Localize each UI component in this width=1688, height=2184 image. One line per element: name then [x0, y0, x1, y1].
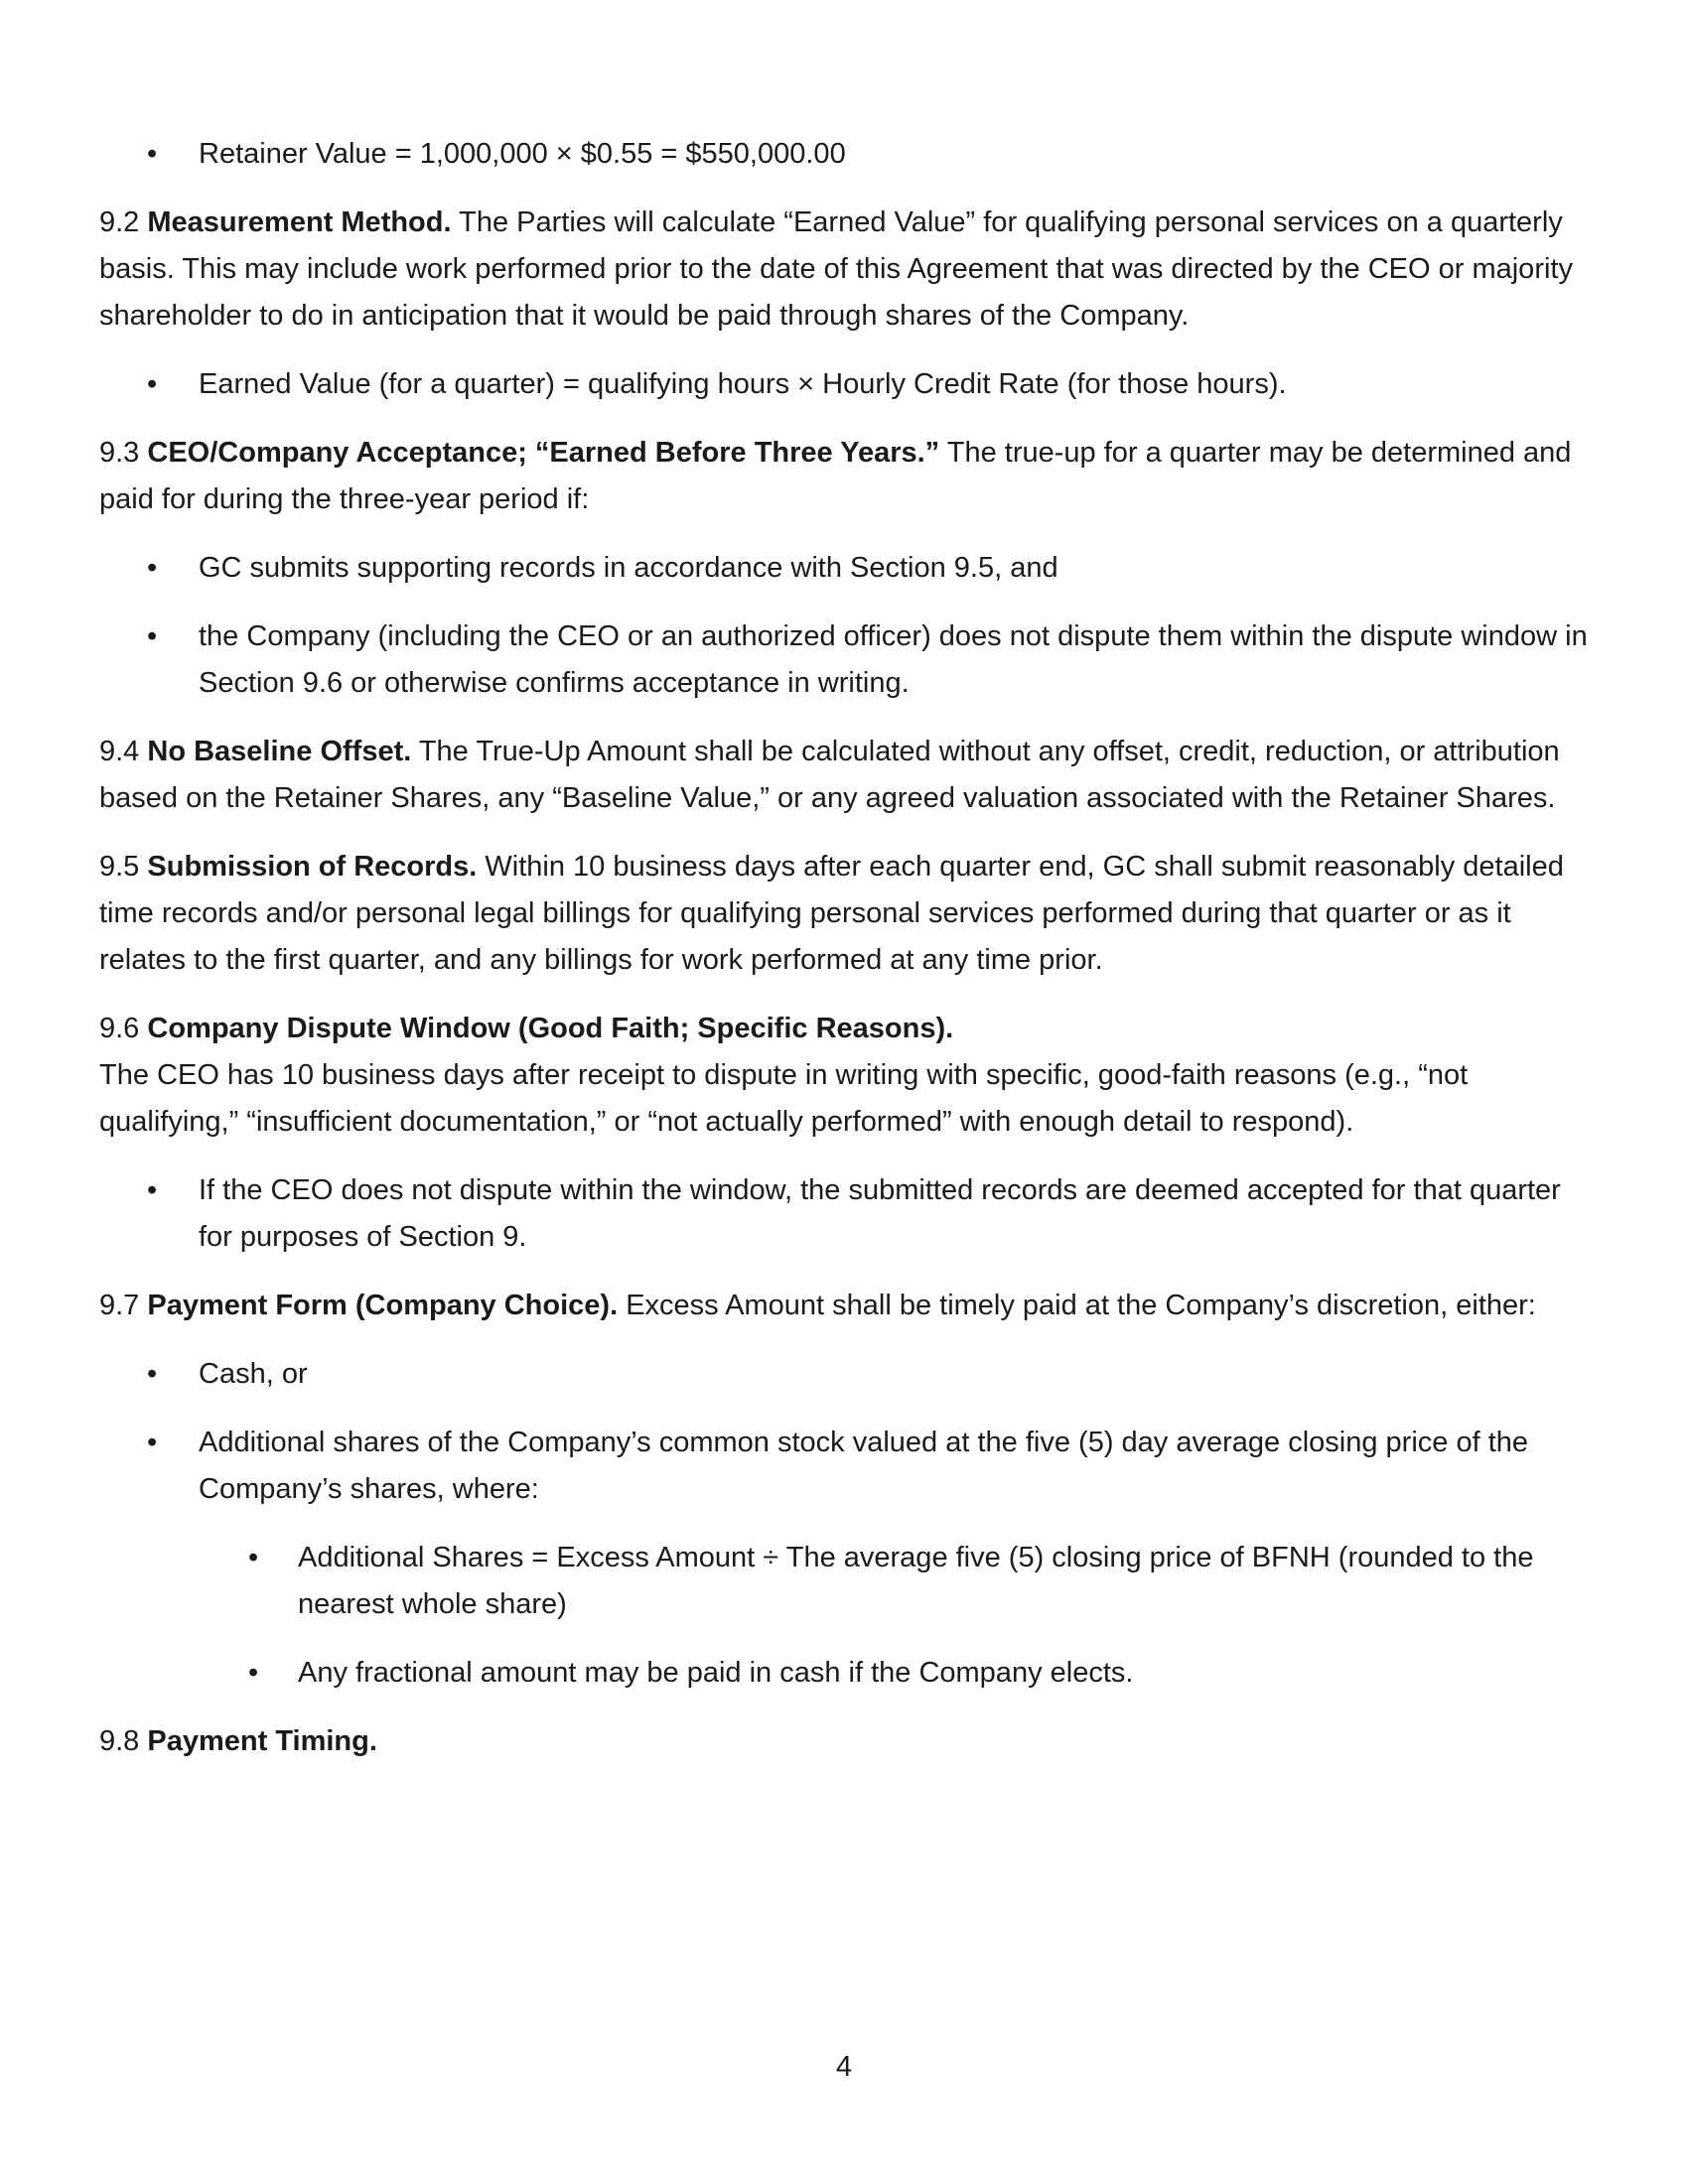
bullet-additional-shares: • Additional shares of the Company’s common stock valued at the five (5) day average closing price of the Company’s shares, where:	[99, 1420, 1589, 1513]
document-page	[99, 131, 1589, 1787]
section-body: Within 10 business days after each quarter end, GC shall submit reasonably detailed time records and/or personal legal billings for qualifying personal services performed during that quarter or as it relates to the first quarter, and any billings for work performed at any time prior.	[99, 851, 1564, 976]
section-9-3	[99, 430, 1589, 523]
section-9-6	[99, 1006, 1589, 1146]
section-9-4	[99, 729, 1589, 822]
sub-bullet-share-formula: • Additional Shares = Excess Amount ÷ The average five (5) closing price of BFNH (rounded to the nearest whole share)	[99, 1535, 1589, 1628]
section-number: 9.7	[99, 1290, 140, 1321]
section-number: 9.4	[99, 736, 140, 767]
page-number: 4	[835, 2051, 853, 2083]
section-heading: Submission of Records.	[147, 851, 478, 883]
section-heading: Company Dispute Window (Good Faith; Specific Reasons).	[147, 1013, 954, 1044]
sub-bullet-fractional-amount: • Any fractional amount may be paid in cash if the Company elects.	[99, 1650, 1589, 1697]
bullet-company-no-dispute: • the Company (including the CEO or an authorized officer) does not dispute them within the dispute window in Section 9.6 or otherwise confirms acceptance in writing.	[99, 614, 1589, 707]
section-body: The CEO has 10 business days after receipt to dispute in writing with specific, good-faith reasons (e.g., “not qualifying,” “insufficient documentation,” or “not actually performed” with enough detail to respond).	[99, 1059, 1469, 1138]
bullet-cash: • Cash, or	[99, 1351, 1589, 1398]
section-body: Excess Amount shall be timely paid at the Company’s discretion, either:	[626, 1290, 1536, 1321]
bullet-retainer-value: • Retainer Value = 1,000,000 × $0.55 = $550,000.00	[99, 131, 1589, 178]
bullet-gc-submits: • GC submits supporting records in accordance with Section 9.5, and	[99, 545, 1589, 592]
section-number: 9.2	[99, 206, 140, 238]
bullet-earned-value: • Earned Value (for a quarter) = qualifying hours × Hourly Credit Rate (for those hours).	[99, 361, 1589, 408]
section-9-7	[99, 1283, 1589, 1329]
section-heading: Measurement Method.	[147, 206, 452, 238]
section-body: The true-up for a quarter may be determined and paid for during the three-year period if:	[99, 437, 1572, 515]
bullet-deemed-accepted: • If the CEO does not dispute within the window, the submitted records are deemed accepted for that quarter for purposes of Section 9.	[99, 1167, 1589, 1261]
section-heading: CEO/Company Acceptance; “Earned Before Three Years.”	[147, 437, 940, 469]
section-9-2	[99, 200, 1589, 340]
section-body: The True-Up Amount shall be calculated without any offset, credit, reduction, or attribution based on the Retainer Shares, any “Baseline Value,” or any agreed valuation associated with the Retainer Shares.	[99, 736, 1560, 814]
section-heading: Payment Timing.	[147, 1725, 377, 1757]
section-heading: No Baseline Offset.	[147, 736, 412, 767]
section-number: 9.3	[99, 437, 140, 469]
section-9-8	[99, 1718, 1589, 1765]
section-heading: Payment Form (Company Choice).	[147, 1290, 619, 1321]
section-number: 9.5	[99, 851, 140, 883]
section-body: The Parties will calculate “Earned Value” for qualifying personal services on a quarterly basis. This may include work performed prior to the date of this Agreement that was directed by the CEO or majority shareholder to do in anticipation that it would be paid through shares of the Company.	[99, 206, 1573, 332]
section-number: 9.8	[99, 1725, 140, 1757]
section-9-5	[99, 844, 1589, 984]
section-number: 9.6	[99, 1013, 140, 1044]
